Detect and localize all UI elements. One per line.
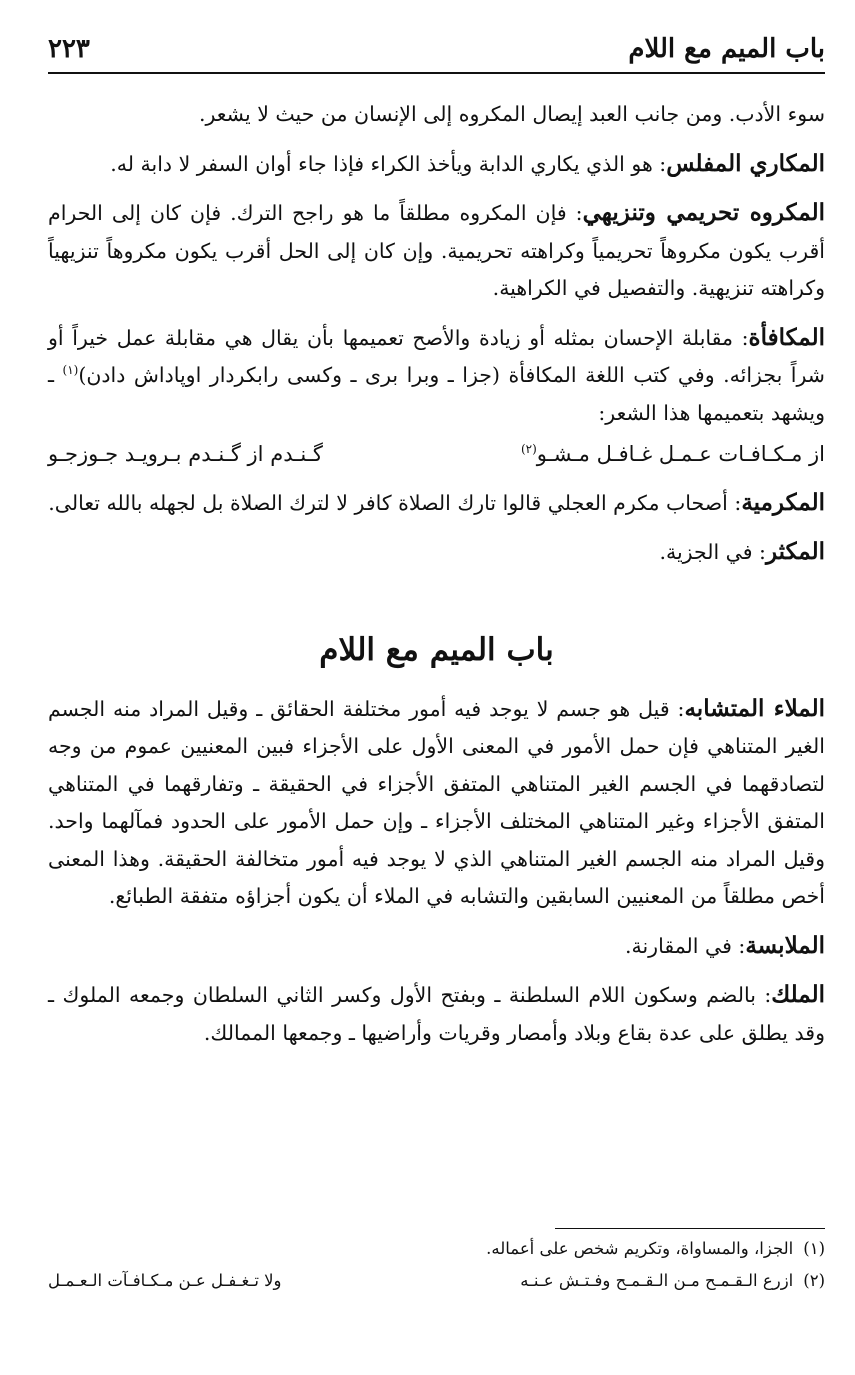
entry-body-tail: ـ ويشهد بتعميمها هذا الشعر: [48, 363, 825, 425]
poem-hemistich-left: گـنـدم از گـنـدم بـرويـد جـوزجـو [48, 442, 323, 466]
footnote-divider [555, 1228, 825, 1229]
entry-body: : قيل هو جسم لا يوجد فيه أمور مختلفة الحقائق ـ وقيل المراد منه الجسم الغير المتناهي فإن حمل الأمور في المعنى الأول على الأجزاء فبين المعنيين عموم من وجه لتصادقهما في الجسم الغير المتناهي المتفق الأجزاء في الحقيقة ـ وتفارقهما في المتناهي المتفق الأجزاء وغير المتناهي المختلف الأجزاء ـ وإن حمل الأمور على الحدود فمآلهما واحد. وقيل المراد منه الجسم الغير المتناهي الذي لا يوجد فيه أمور متخالفة الحقيقة. وهذا المعنى أخص مطلقاً من المعنيين السابقين والتشابه في الملاء أن يكون أجزاؤه متفقة الطبائع. [48, 696, 825, 908]
footnote-verse [48, 1265, 793, 1297]
entry-mukramiya [48, 484, 825, 523]
entry-body: : بالضم وسكون اللام السلطنة ـ وبفتح الأول وكسر الثاني السلطان وجمعه الملوك ـ وقد يطلق على عدة بقاع وبلاد وأمصار وقريات وأراضيها ـ وجمعها الممالك. [48, 983, 825, 1045]
footnote-verse-left: ولا تـغـفـل عـن مـكـافـآت الـعـمـل [48, 1271, 282, 1290]
footnotes [48, 1228, 825, 1297]
entry-continuation [48, 96, 825, 134]
entry-body: سوء الأدب. ومن جانب العبد إيصال المكروه إلى الإنسان من حيث لا يشعر. [198, 102, 825, 126]
page-body [48, 96, 825, 1063]
entry-term: الملابسة [745, 931, 825, 959]
footnote-ref-2: (٢) [520, 442, 537, 456]
running-title: باب الميم مع اللام [628, 34, 825, 64]
poem-hemistich-right [521, 436, 825, 474]
footnote-verse-right: ازرع الـقـمـح مـن الـقـمـح وفـتـش عـنـه [520, 1271, 794, 1290]
entry-mukthir [48, 533, 825, 572]
entry-term: المكافأة [748, 323, 825, 351]
entry-term: المكاري المفلس [666, 149, 825, 177]
section-heading: باب الميم مع اللام [319, 631, 554, 668]
footnote-ref-1: (١) [62, 363, 79, 378]
poem-verse [48, 436, 825, 474]
footnote-marker: (١) [803, 1239, 825, 1258]
entry-mulabasa [48, 927, 825, 966]
entry-term: المكروه تحريمي وتنزيهي [582, 199, 825, 226]
entry-body: : مقابلة الإحسان بمثله أو زيادة والأصح تعميمها بأن يقال هي مقابلة عمل خيراً أو شراً بجزائه. وفي كتب اللغة المكافأة (جزا ـ وبرا برى ـ وكسى رابكردار اوپاداش دادن) [48, 325, 825, 387]
footnote-marker: (٢) [803, 1271, 825, 1290]
entry-makruh [48, 194, 825, 308]
entry-mala-mutashabih [48, 690, 825, 916]
entry-mukari-muflis [48, 145, 825, 184]
entry-term: المكثر [765, 538, 825, 565]
footnote-text: الجزا، والمساواة، وتكريم شخص على أعماله. [486, 1239, 794, 1258]
entry-mulk [48, 976, 825, 1052]
entry-body: : أصحاب مكرم العجلي قالوا تارك الصلاة كافر لا لترك الصلاة بل لجهله بالله تعالى. [48, 490, 742, 515]
entry-body: : هو الذي يكاري الدابة ويأخذ الكراء فإذا جاء أوان السفر لا دابة له. [110, 151, 667, 176]
entry-body: : في الجزية. [659, 540, 766, 564]
entry-term: الملك [771, 981, 825, 1008]
entry-term: المكرمية [741, 488, 825, 516]
footnote-2 [48, 1265, 825, 1297]
footnote-1 [48, 1233, 825, 1265]
page-header [48, 32, 825, 74]
page-number: ٢٢٣ [48, 34, 90, 64]
poem-right-text: از مـكـافـات عـمـل غـافـل مـشـو [536, 442, 825, 466]
entry-body: : في المقارنة. [624, 933, 746, 958]
entry-mukafaa [48, 319, 825, 433]
entry-term: الملاء المتشابه [684, 694, 825, 722]
entry-body: : فإن المكروه مطلقاً ما هو راجح الترك. فإن كان إلى الحرام أقرب يكون مكروهاً تحريمياً وكراهته تحريمية. وإن كان إلى الحل أقرب يكون مكروهاً تنزيهياً وكراهته تنزيهية. والتفصيل في الكراهية. [48, 201, 825, 300]
